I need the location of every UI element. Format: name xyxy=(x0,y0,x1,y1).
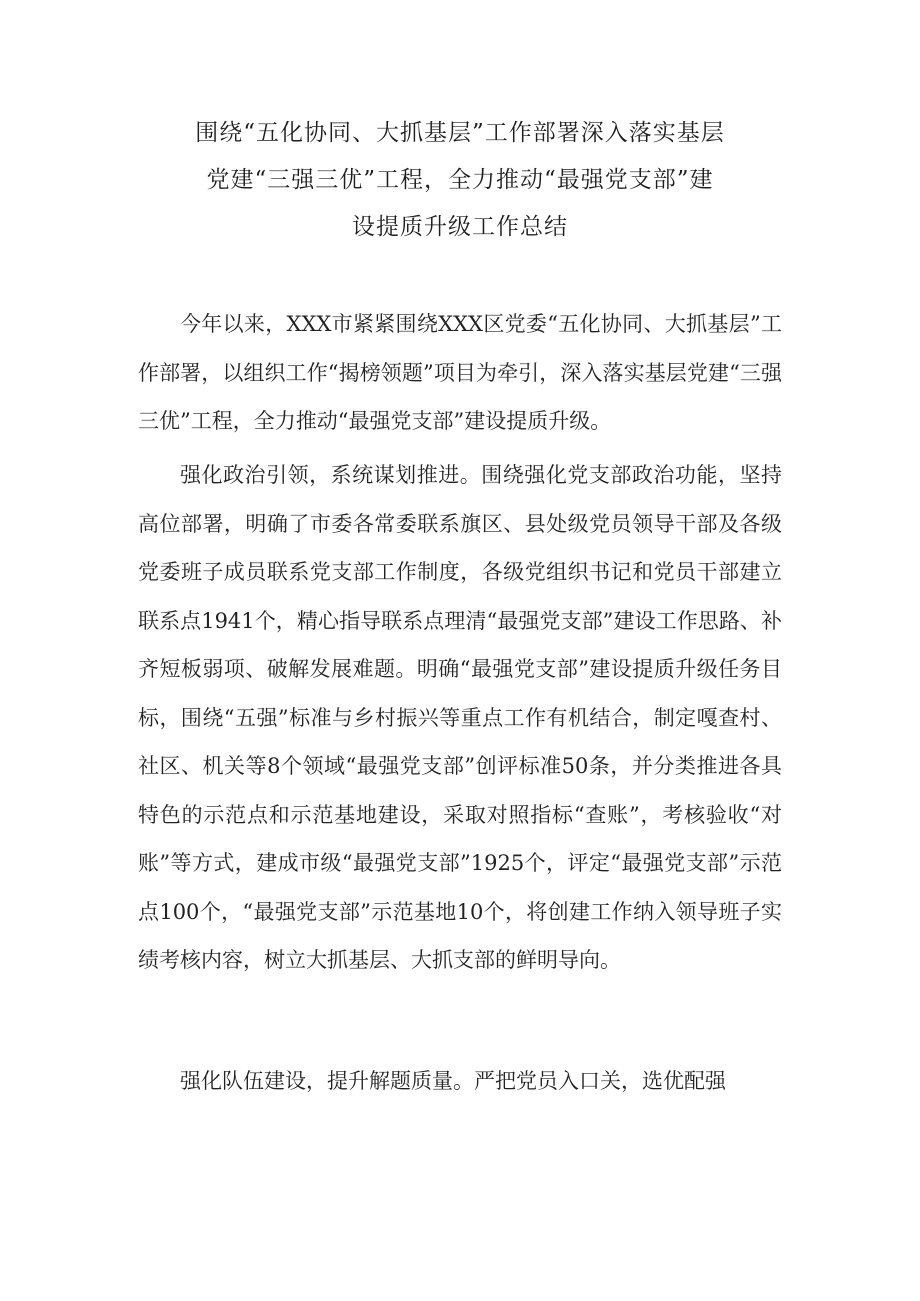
paragraph-political-leadership: 强化政治引领，系统谋划推进。围绕强化党支部政治功能，坚持高位部署，明确了市委各常委联系旗区、县处级党员领导干部及各级党委班子成员联系党支部工作制度，各级党组织书记和党员干部建立联系点1941个，精心指导联系点理清“最强党支部”建设工作思路、补齐短板弱项、破解发展难题。明确“最强党支部”建设提质升级任务目标，围绕“五强”标准与乡村振兴等重点工作有机结合，制定嘎查村、社区、机关等8个领域“最强党支部”创评标准50条，并分类推进各具特色的示范点和示范基地建设，采取对照指标“查账”，考核验收“对账”等方式，建成市级“最强党支部”1925个，评定“最强党支部”示范点100个，“最强党支部”示范基地10个，将创建工作纳入领导班子实绩考核内容，树立大抓基层、大抓支部的鲜明导向。 xyxy=(138,463,782,972)
paragraph-team-building: 强化队伍建设，提升解题质量。严把党员入口关，选优配强 xyxy=(180,1069,726,1093)
title-line-3: 设提质升级工作总结 xyxy=(352,214,568,240)
title-line-2: 党建“三强三优”工程，全力推动“最强党支部”建 xyxy=(206,167,714,193)
document-title xyxy=(150,110,770,251)
title-line-1: 围绕“五化协同、大抓基层”工作部署深入落实基层 xyxy=(195,120,725,146)
paragraph-intro: 今年以来，XXX市紧紧围绕XXX区党委“五化协同、大抓基层”工作部署，以组织工作“揭榜领题”项目为牵引，深入落实基层党建“三强三优”工程，全力推动“最强党支部”建设提质升级。 xyxy=(138,312,782,433)
